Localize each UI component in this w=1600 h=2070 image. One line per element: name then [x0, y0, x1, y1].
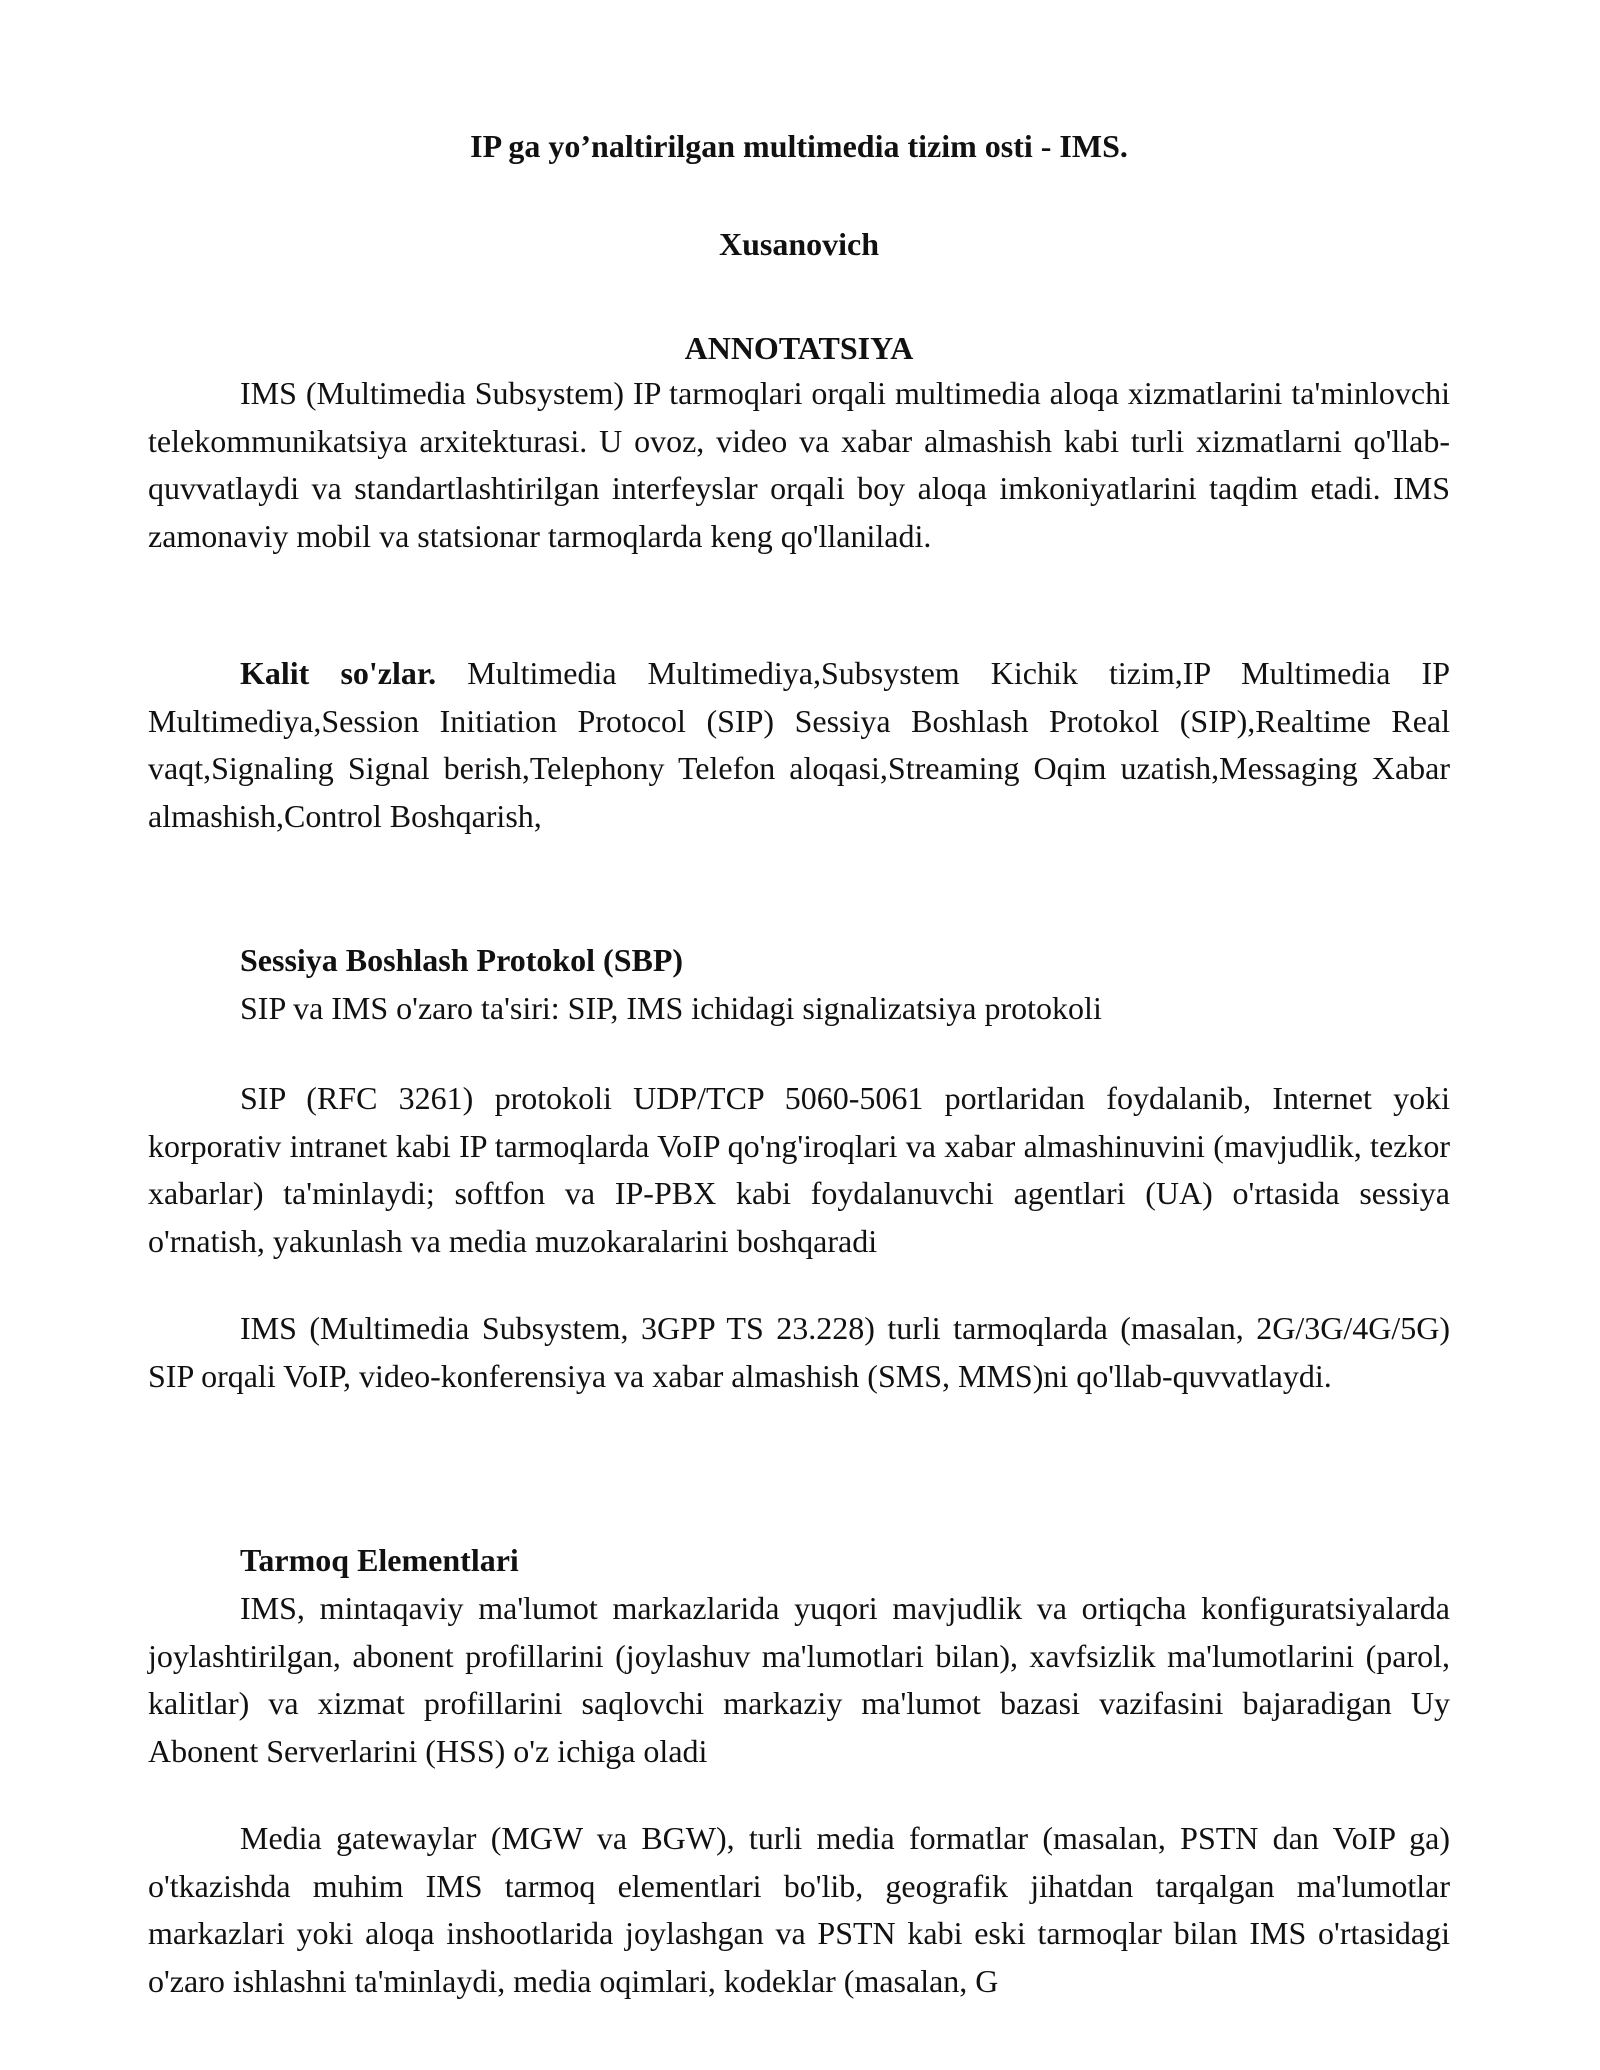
sip-paragraph: SIP (RFC 3261) protokoli UDP/TCP 5060-5061 portlaridan foydalanib, Internet yoki korporativ intranet kabi IP tarmoqlarda VoIP qo'ng'iroqlari va xabar almashinuvini (mavjudlik, tezkor xabarlar) ta'minlaydi; softfon va IP-PBX kabi foydalanuvchi agentlari (UA) o'rtasida sessiya o'rnatish, yakunlash va media muzokaralarini boshqaradi: [148, 1080, 1450, 1259]
ims-paragraph: IMS (Multimedia Subsystem, 3GPP TS 23.228) turli tarmoqlarda (masalan, 2G/3G/4G/5G) SIP orqali VoIP, video-konferensiya va xabar almashish (SMS, MMS)ni qo'llab-quvvatlaydi.: [148, 1310, 1450, 1394]
section-heading-network-elements: Tarmoq Elementlari: [240, 1542, 519, 1578]
annotation-heading: ANNOTATSIYA: [684, 330, 914, 366]
section-heading-sbp: Sessiya Boshlash Protokol (SBP): [240, 942, 684, 978]
keywords-label: Kalit so'zlar.: [240, 655, 437, 691]
keywords-text: Multimedia Multimediya,Subsystem Kichik tizim,IP Multimedia IP Multimediya,Session Initiation Protocol (SIP) Sessiya Boshlash Protokol (SIP),Realtime Real vaqt,Signaling Signal berish,Telephony Telefon aloqasi,Streaming Oqim uzatish,Messaging Xabar almashish,Control Boshqarish,: [148, 655, 1450, 834]
section-subline-sip-ims: SIP va IMS o'zaro ta'siri: SIP, IMS ichidagi signalizatsiya protokoli: [240, 990, 1102, 1026]
keywords-paragraph: [148, 650, 1450, 840]
document-title: IP ga yo’naltirilgan multimedia tizim osti - IMS.: [470, 128, 1128, 164]
annotation-paragraph: IMS (Multimedia Subsystem) IP tarmoqlari orqali multimedia aloqa xizmatlarini ta'minlovchi telekommunikatsiya arxitekturasi. U ovoz, video va xabar almashish kabi turli xizmatlarni qo'llab-quvvatlaydi va standartlashtirilgan interfeyslar orqali boy aloqa imkoniyatlarini taqdim etadi. IMS zamonaviy mobil va statsionar tarmoqlarda keng qo'llaniladi.: [148, 375, 1450, 554]
media-gateway-paragraph: Media gatewaylar (MGW va BGW), turli media formatlar (masalan, PSTN dan VoIP ga) o'tkazishda muhim IMS tarmoq elementlari bo'lib, geografik jihatdan tarqalgan ma'lumotlar markazlari yoki aloqa inshootlarida joylashgan va PSTN kabi eski tarmoqlar bilan IMS o'rtasidagi o'zaro ishlashni ta'minlaydi, media oqimlari, kodeklar (masalan, G: [148, 1820, 1450, 1999]
hss-paragraph: IMS, mintaqaviy ma'lumot markazlarida yuqori mavjudlik va ortiqcha konfiguratsiyalarda joylashtirilgan, abonent profillarini (joylashuv ma'lumotlari bilan), xavfsizlik ma'lumotlarini (parol, kalitlar) va xizmat profillarini saqlovchi markaziy ma'lumot bazasi vazifasini bajaradigan Uy Abonent Serverlarini (HSS) o'z ichiga oladi: [148, 1590, 1450, 1769]
author-name: Xusanovich: [718, 226, 880, 262]
